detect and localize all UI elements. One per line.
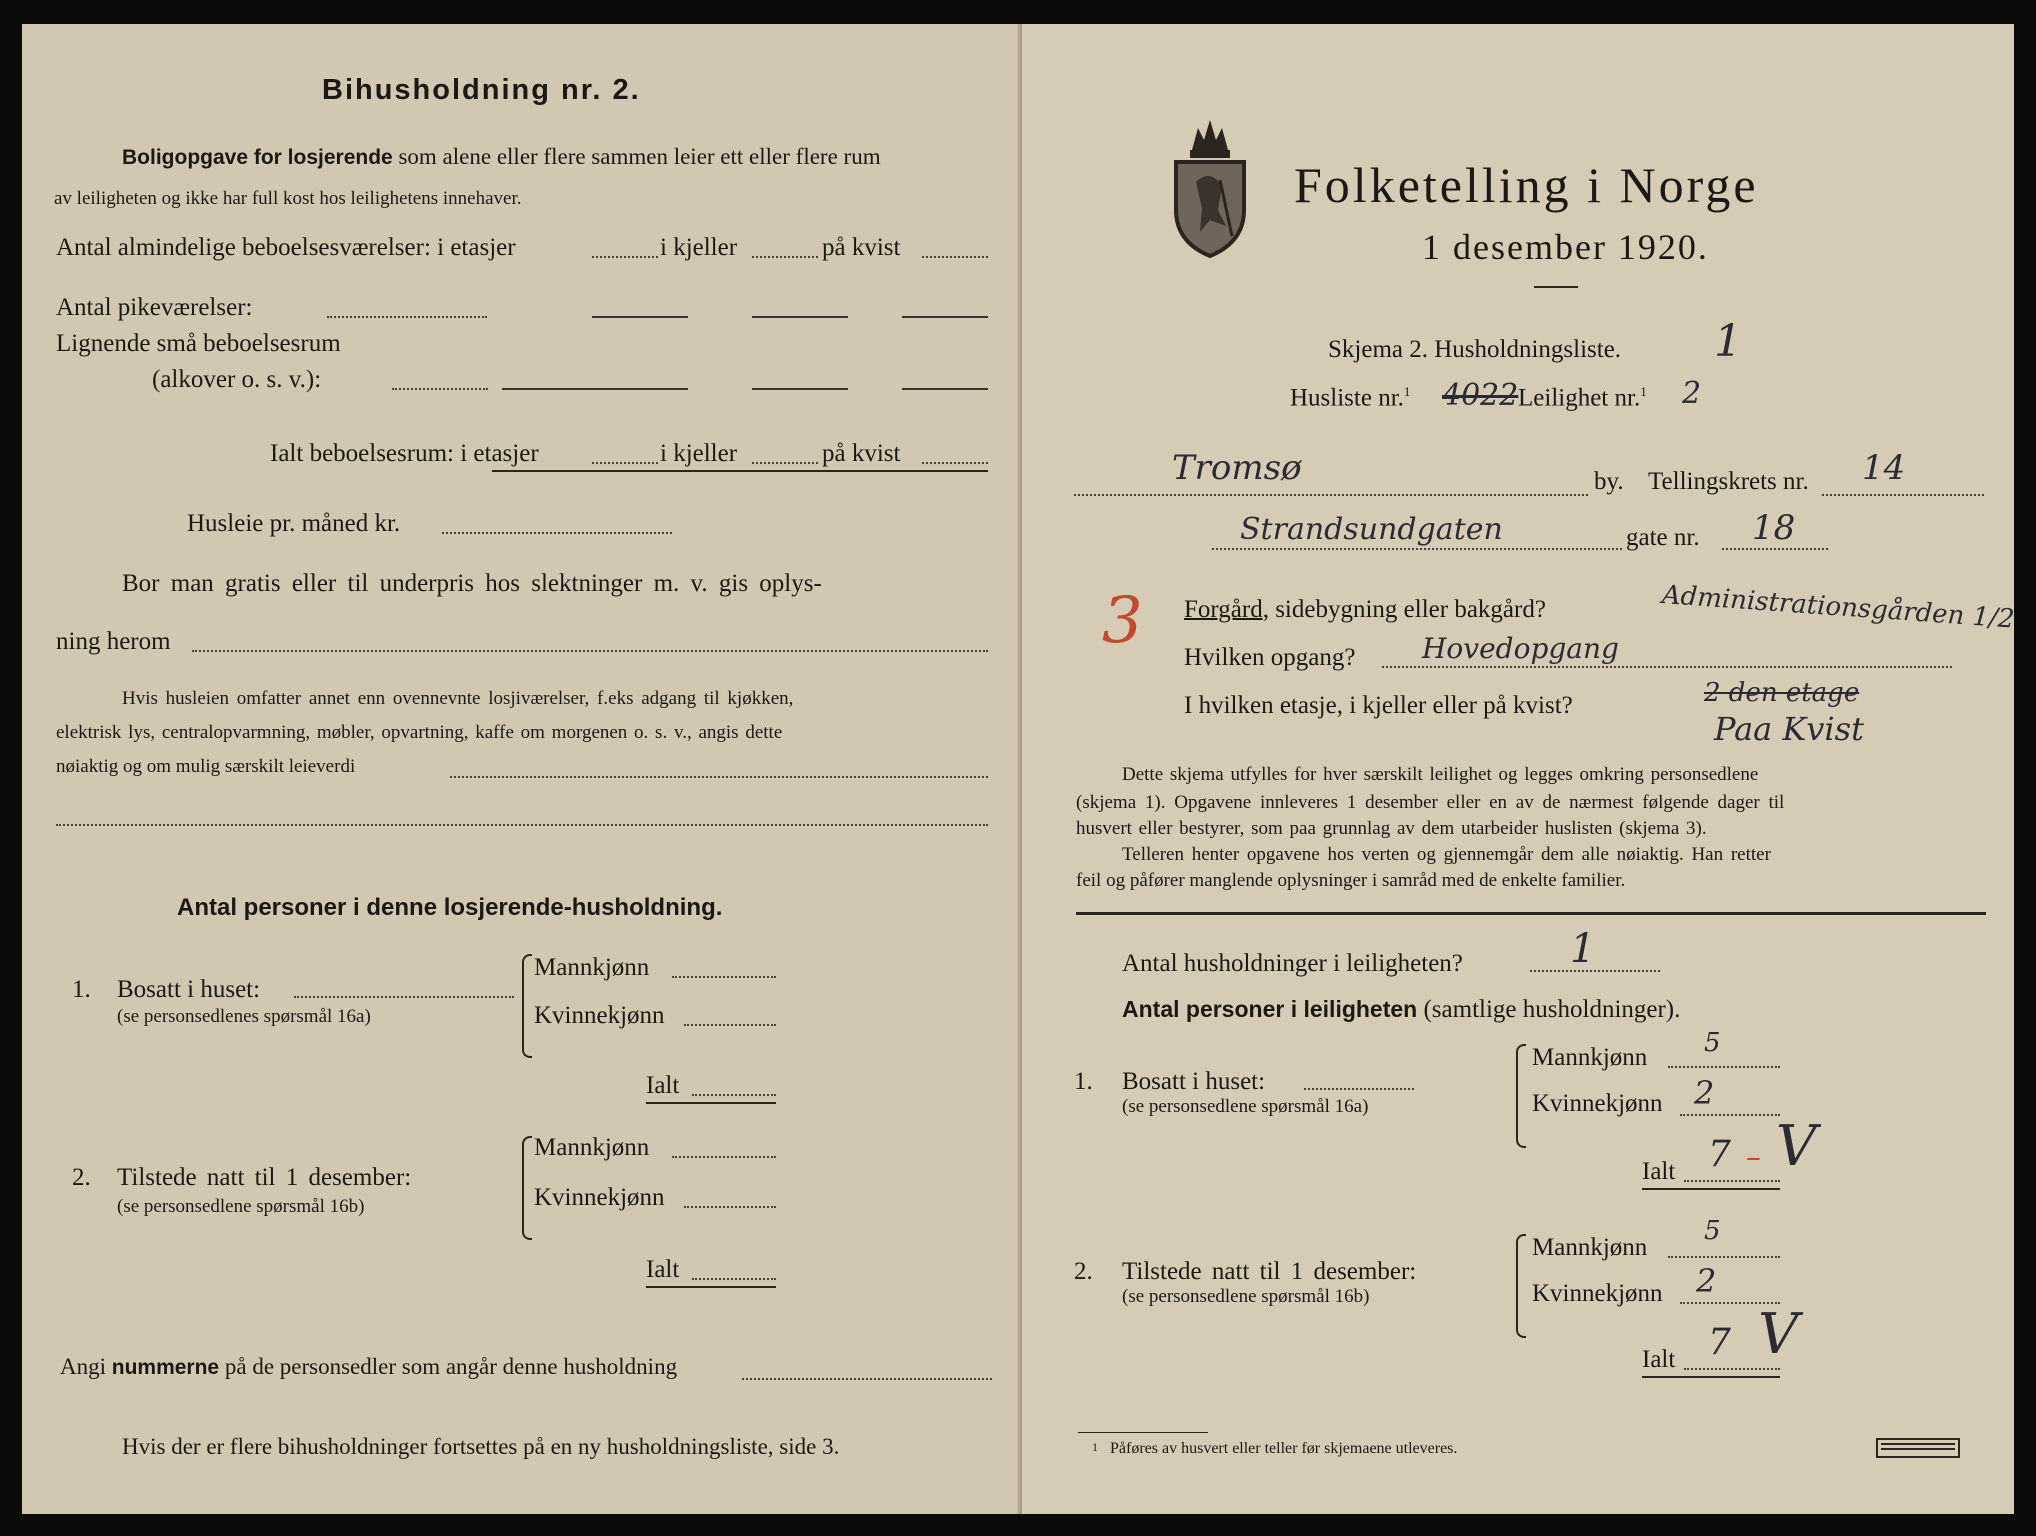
leieverdi-line[interactable] [450,776,988,778]
hush-value[interactable]: 1 [1570,926,1596,972]
right-item2-mann-label: Mannkjønn [1532,1234,1648,1261]
rooms-kvist-label: på kvist [822,234,901,261]
right-item1-kvinne-value[interactable]: 2 [1694,1074,1715,1112]
krets-value[interactable]: 14 [1862,448,1906,488]
right-item2-kvinne-label: Kvinnekjønn [1532,1280,1663,1307]
left-item1-num: 1. [72,976,91,1003]
footnote-rule [1078,1432,1208,1433]
left-item1-mann-line[interactable] [672,976,776,978]
husliste-label [1290,384,1410,412]
skjema-label: Skjema 2. Husholdningsliste. [1328,336,1622,363]
right-item1-mann-label: Mannkjønn [1532,1044,1648,1071]
hvis-line2: elektrisk lys, centralopvarmning, møbler, opvartning, kaffe om morgenen o. s. v., angis dette [56,722,783,743]
left-item2-ialt-line[interactable] [692,1278,776,1280]
rooms-label: Antal almindelige beboelsesværelser: i etasjer [56,234,516,261]
right-item2-label: Tilstede natt til 1 desember: [1122,1258,1417,1285]
krets-line [1822,494,1984,496]
census-date: 1 desember 1920. [1422,227,1709,267]
opgang-line [1382,666,1952,668]
alkover-kjeller-line[interactable] [752,388,848,390]
right-persons-bold: Antal personer i leiligheten [1122,996,1418,1022]
intro-line2: av leiligheten og ikke har full kost hos leilighetens innehaver. [54,188,522,209]
left-page [22,24,1022,1514]
left-item2-mann-label: Mannkjønn [534,1134,650,1161]
right-item1-label: Bosatt i huset: [1122,1068,1266,1095]
husliste-footnote-mark: 1 [1403,384,1411,399]
ialt-kvist-line[interactable] [922,462,988,464]
right-item1-check: V [1776,1114,1817,1179]
right-item1-sub: (se personsedlene spørsmål 16a) [1122,1096,1369,1117]
left-item1-ialt-label: Ialt [646,1072,680,1099]
pike-kjeller-line[interactable] [752,316,848,318]
right-title: Folketelling i Norge [1294,157,1759,213]
rooms-kjeller-label: i kjeller [660,234,738,261]
by-value[interactable]: Tromsø [1172,448,1302,488]
angi-line [60,1354,677,1380]
right-page [1022,24,2014,1514]
skjema-value[interactable]: 1 [1714,316,1742,367]
left-title: Bihusholdning nr. 2. [322,74,641,106]
info-line4: Telleren henter opgavene hos verten og gjennemgår dem alle nøiaktig. Han retter [1122,844,1771,865]
ialt-underline [492,470,988,472]
right-item2-num: 2. [1074,1258,1093,1285]
husleie-line[interactable] [442,532,672,534]
ialt-kvist-label: på kvist [822,440,901,467]
leilighet-footnote-mark: 1 [1640,384,1647,399]
right-item1-brace [1516,1044,1526,1148]
right-item1-mann-line [1668,1066,1780,1068]
left-item1-mann-label: Mannkjønn [534,954,650,981]
hvis-line3: nøiaktig og om mulig særskilt leieverdi [56,756,356,777]
right-persons-line [1122,996,1680,1024]
left-item2-mann-line[interactable] [672,1156,776,1158]
left-item2-ialt-label: Ialt [646,1256,680,1283]
footnote [1092,1440,1457,1458]
right-item2-ialt-label: Ialt [1642,1346,1676,1373]
coat-of-arms-icon [1170,110,1250,265]
left-item1-ialt-underline [646,1102,776,1104]
intro-line1 [122,144,881,170]
right-item2-mann-value[interactable]: 5 [1704,1216,1721,1246]
etasje-value[interactable]: Paa Kvist [1714,710,1864,748]
left-item1-kvinne-line[interactable] [684,1024,776,1026]
right-item1-kvinne-line [1680,1114,1780,1116]
rooms-etasjer-line[interactable] [592,256,658,258]
gate-nr-line [1722,548,1828,550]
opgang-value[interactable]: Hovedopgang [1422,632,1619,665]
left-item2-num: 2. [72,1164,91,1191]
red-annotation: 3 [1102,584,1143,658]
angi-line-field[interactable] [742,1378,992,1380]
footnote-number: 1 [1092,1440,1098,1454]
right-item2-sub: (se personsedlene spørsmål 16b) [1122,1286,1370,1307]
right-item2-brace [1516,1234,1526,1338]
alkover-leader [392,388,488,390]
gate-value[interactable]: Strandsundgaten [1240,512,1503,547]
alkover-etasjer-line[interactable] [502,388,688,390]
angi-rest: på de personsedler som angår denne husholdning [224,1354,678,1379]
gratis-line2: ning herom [56,628,171,655]
leilighet-value[interactable]: 2 [1682,376,1702,411]
gate-label: gate nr. [1626,524,1700,551]
left-item1-brace [522,954,532,1058]
husliste-value[interactable]: 4022 [1442,378,1519,413]
ialt-kjeller-line[interactable] [752,462,818,464]
right-item1-kvinne-label: Kvinnekjønn [1532,1090,1663,1117]
right-item2-check: V [1758,1302,1799,1367]
pike-leader [327,316,487,318]
leilighet-label [1518,384,1647,412]
left-item1-sub: (se personsedlenes spørsmål 16a) [117,1006,371,1027]
pike-kvist-line[interactable] [902,316,988,318]
info-line1: Dette skjema utfylles for hver særskilt leilighet og legges omkring personsedlene [1122,764,1759,785]
info-rule [1076,912,1986,915]
gate-line [1212,548,1622,550]
right-item1-ialt-underline [1642,1188,1780,1190]
leilighet-label-text: Leilighet nr. [1518,384,1641,412]
krets-label: Tellingskrets nr. [1648,468,1809,495]
opgang-label: Hvilken opgang? [1184,644,1356,671]
right-item2-ialt-line [1684,1368,1780,1370]
gate-nr-value[interactable]: 18 [1752,508,1796,548]
forgaard-value[interactable]: Administrationsgården 1/2 [1660,580,2016,635]
left-item2-brace [522,1136,532,1240]
info-line2: (skjema 1). Opgavene innleveres 1 desember eller en av de nærmest følgende dager til [1076,792,1785,813]
left-persons-heading: Antal personer i denne losjerende-husholdning. [177,894,723,921]
forgaard-label-a: Forgård, [1184,596,1269,623]
by-label: by. [1594,468,1624,495]
right-item1-ialt-label: Ialt [1642,1158,1676,1185]
forgaard-label [1184,596,1546,624]
right-item2-kvinne-value[interactable]: 2 [1696,1262,1717,1300]
intro-bold: Boligopgave for losjerende [122,146,393,169]
angi-bold: nummerne [111,1356,220,1379]
census-form-sheet [22,24,2014,1514]
pike-label: Antal pikeværelser: [56,294,253,321]
angi-pre: Angi [60,1354,106,1379]
ialt-kjeller-label: i kjeller [660,440,738,467]
right-item1-ialt-value[interactable]: 7 [1708,1134,1731,1175]
etasje-label: I hvilken etasje, i kjeller eller på kvist? [1184,692,1573,719]
alkover-kvist-line[interactable] [902,388,988,390]
left-item1-leader [294,996,514,998]
hush-label: Antal husholdninger i leiligheten? [1122,950,1463,977]
intro-rest: som alene eller flere sammen leier ett eller flere rum [398,144,881,169]
left-item2-kvinne-label: Kvinnekjønn [534,1184,665,1211]
right-item1-ialt-line [1684,1180,1780,1182]
ialt-etasjer-line[interactable] [592,462,658,464]
rooms-kvist-line[interactable] [922,256,988,258]
left-item2-ialt-underline [646,1286,776,1288]
etasje-value-struck[interactable]: 2 den etage [1704,678,1860,708]
footnote-text: Påføres av husvert eller teller før skjemaene utleveres. [1110,1440,1458,1457]
date-rule [1534,286,1578,288]
by-line [1074,494,1588,496]
gratis-line1: Bor man gratis eller til underpris hos slektninger m. v. gis oplys- [122,570,822,597]
hush-line [1530,970,1660,972]
left-item1-ialt-line[interactable] [692,1094,776,1096]
left-footer: Hvis der er flere bihusholdninger fortsettes på en ny husholdningsliste, side 3. [122,1434,840,1459]
left-item2-sub: (se personsedlene spørsmål 16b) [117,1196,365,1217]
gratis-line[interactable] [192,650,988,652]
husliste-label-text: Husliste nr. [1290,384,1404,412]
left-item1-kvinne-label: Kvinnekjønn [534,1002,665,1029]
info-line5: feil og påfører manglende oplysninger i samråd med de enkelte familier. [1076,870,1626,891]
right-item1-red-tick: – [1746,1140,1761,1175]
left-item2-kvinne-line[interactable] [684,1206,776,1208]
right-item2-ialt-underline [1642,1376,1780,1378]
right-item1-mann-value[interactable]: 5 [1704,1028,1721,1058]
rooms-kjeller-line[interactable] [752,256,818,258]
left-item2-label: Tilstede natt til 1 desember: [117,1164,412,1191]
hvis-line1: Hvis husleien omfatter annet enn ovennevnte losjiværelser, f.eks adgang til kjøkken, [122,688,794,709]
printer-stamp [1876,1438,1960,1458]
alkover-label: (alkover o. s. v.): [152,366,322,393]
right-item2-mann-line [1668,1256,1780,1258]
forgaard-label-b: sidebygning eller bakgård? [1275,596,1546,623]
right-persons-rest: (samtlige husholdninger). [1423,996,1681,1023]
lignende-label: Lignende små beboelsesrum [56,330,341,357]
right-item1-num: 1. [1074,1068,1093,1095]
husleie-label: Husleie pr. måned kr. [187,510,401,537]
info-line3: husvert eller bestyrer, som paa grunnlag av dem utarbeider huslisten (skjema 3). [1076,818,1707,839]
pike-etasjer-line[interactable] [592,316,688,318]
right-item2-ialt-value[interactable]: 7 [1708,1322,1731,1363]
leieverdi-line-2[interactable] [56,824,988,826]
ialt-rooms-label: Ialt beboelsesrum: i etasjer [270,440,539,467]
left-item1-label: Bosatt i huset: [117,976,261,1003]
right-item1-leader [1304,1088,1414,1090]
